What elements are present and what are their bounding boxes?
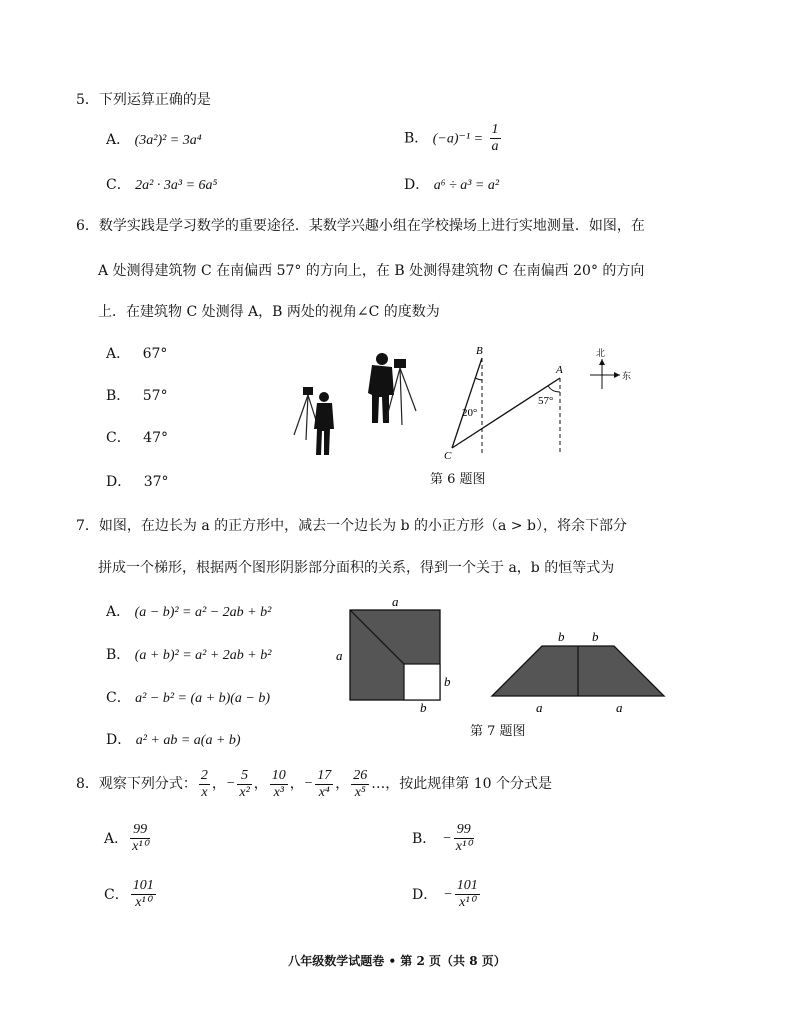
q7-option-b bbox=[106, 645, 271, 666]
page-footer: 八年级数学试题卷 • 第 2 页（共 8 页） bbox=[288, 954, 506, 968]
numerator: 2 bbox=[200, 767, 208, 783]
denominator: x¹⁰ bbox=[459, 895, 476, 910]
q5-option-a bbox=[106, 130, 202, 151]
option-text: a² − b² = (a + b)(a − b) bbox=[135, 691, 271, 706]
square-left-label: a bbox=[336, 648, 343, 663]
q6-option-c bbox=[106, 428, 168, 448]
q6-option-d bbox=[106, 472, 169, 492]
q7-figure bbox=[330, 596, 670, 714]
option-text: 37° bbox=[143, 474, 169, 490]
east-label: 东 bbox=[622, 371, 632, 381]
q7-figure-caption: 第 7 题图 bbox=[470, 724, 526, 739]
numerator: 10 bbox=[271, 767, 286, 783]
q6-stem-line-3: 上．在建筑物 C 处测得 A，B 两处的视角∠C 的度数为 bbox=[98, 304, 440, 320]
option-text: a⁶ ÷ a³ = a² bbox=[433, 178, 500, 193]
option-text: 47° bbox=[143, 430, 168, 446]
trap-bottom-right-label: a bbox=[616, 700, 623, 714]
denominator: x¹⁰ bbox=[135, 895, 152, 910]
label-a: A bbox=[556, 364, 563, 376]
north-label: 北 bbox=[596, 348, 606, 358]
numerator: 101 bbox=[132, 878, 154, 893]
numerator: 99 bbox=[130, 822, 150, 839]
q7-stem-line-1: 7．如图，在边长为 a 的正方形中，减去一个边长为 b 的小正方形（a > b），将余下部分 bbox=[76, 518, 627, 534]
option-label: A． bbox=[106, 604, 131, 620]
small-square bbox=[404, 664, 440, 700]
numerator: 5 bbox=[237, 768, 251, 785]
q8-seq-fraction-3 bbox=[270, 768, 288, 801]
denominator: x¹⁰ bbox=[132, 839, 149, 854]
trap-top-left-label: b bbox=[558, 629, 565, 644]
q8-seq-sign-2: − bbox=[225, 776, 236, 791]
option-fraction bbox=[131, 878, 156, 911]
label-b: B bbox=[476, 345, 483, 357]
option-text: 57° bbox=[142, 388, 168, 404]
option-text: (a − b)² = a² − 2ab + b² bbox=[134, 605, 272, 620]
option-text: a² + ab = a(a + b) bbox=[135, 733, 241, 748]
q6-option-a bbox=[106, 344, 167, 364]
q8-seq-fraction-1 bbox=[199, 768, 210, 801]
option-text: (a + b)² = a² + 2ab + b² bbox=[134, 648, 272, 663]
square-top-label: a bbox=[392, 596, 399, 609]
q5-option-c bbox=[106, 175, 217, 196]
q6-option-b bbox=[106, 386, 168, 406]
option-sign: − bbox=[443, 886, 453, 902]
option-label: A． bbox=[104, 830, 129, 847]
q8-seq-sign-4: − bbox=[303, 776, 314, 791]
option-fraction bbox=[454, 822, 474, 855]
trap-top-right-label: b bbox=[592, 629, 599, 644]
option-label: C． bbox=[106, 177, 131, 193]
q6-stem-line-2: A 处测得建筑物 C 在南偏西 57° 的方向上，在 B 处测得建筑物 C 在南偏西 20° 的方向 bbox=[98, 263, 645, 279]
option-label: C． bbox=[106, 430, 131, 446]
option-label: D． bbox=[404, 177, 430, 193]
denominator: x¹⁰ bbox=[455, 839, 472, 854]
angle-arc-a bbox=[548, 386, 560, 392]
compass-icon bbox=[586, 345, 636, 395]
option-label: A． bbox=[106, 346, 131, 362]
numerator: 1 bbox=[491, 122, 499, 137]
option-label: B． bbox=[106, 647, 131, 663]
option-label: B． bbox=[106, 388, 131, 404]
q7-option-d bbox=[106, 730, 241, 751]
segment-bc bbox=[452, 358, 482, 448]
option-fraction bbox=[455, 878, 480, 911]
option-label: C． bbox=[104, 886, 129, 903]
q5-option-b bbox=[404, 122, 503, 155]
numerator: 101 bbox=[456, 878, 478, 893]
numerator: 26 bbox=[353, 767, 368, 783]
label-angle-a: 57° bbox=[538, 395, 554, 407]
option-text: (−a)⁻¹ = bbox=[432, 131, 484, 147]
q6-figure-caption: 第 6 题图 bbox=[430, 472, 486, 487]
denominator: a bbox=[491, 139, 499, 154]
q8-option-a bbox=[104, 822, 152, 855]
q8-option-b bbox=[412, 822, 476, 855]
fraction bbox=[490, 122, 501, 155]
q8-stem-suffix: …，按此规律第 10 个分式是 bbox=[371, 776, 552, 792]
option-label: A． bbox=[106, 132, 131, 148]
q5-stem: 5．下列运算正确的是 bbox=[76, 92, 211, 108]
denominator: x² bbox=[239, 784, 250, 800]
q7-option-c bbox=[106, 688, 270, 709]
label-angle-b: 20° bbox=[462, 407, 478, 419]
q8-seq-fraction-2 bbox=[237, 768, 251, 801]
label-c: C bbox=[444, 450, 452, 462]
option-sign: − bbox=[442, 830, 452, 846]
q5-option-d bbox=[404, 175, 499, 196]
q8-stem: 8．观察下列分式： $\frac{2}{x}$ ， − $\frac{5}{\text{x²}}$ ， $\frac{10}{\text{x³}}$ ， − $\frac{17}{\text{x⁴}}$ ， $\frac{26}{\text{x⁵}}$ …，按此规律第 10 个分式是 bbox=[76, 767, 552, 800]
option-label: B． bbox=[404, 130, 429, 147]
small-right-label: b bbox=[444, 674, 451, 689]
surveyors-illustration bbox=[290, 345, 430, 460]
q8-stem-prefix: 8．观察下列分式： bbox=[76, 776, 197, 792]
q7-stem-line-2: 拼成一个梯形，根据两个图形阴影部分面积的关系，得到一个关于 a，b 的恒等式为 bbox=[98, 560, 615, 576]
option-fraction bbox=[130, 822, 150, 855]
small-bottom-label: b bbox=[420, 700, 427, 714]
option-text: 2a² · 3a³ = 6a⁵ bbox=[135, 178, 218, 193]
option-text: 67° bbox=[142, 346, 168, 362]
q8-option-c bbox=[104, 878, 158, 911]
denominator: x⁴ bbox=[318, 784, 330, 800]
option-label: D． bbox=[106, 732, 132, 748]
q8-seq-fraction-4 bbox=[315, 768, 333, 801]
angle-arc-b bbox=[475, 378, 482, 380]
denominator: x³ bbox=[273, 784, 284, 800]
option-label: D． bbox=[106, 474, 132, 490]
denominator: x⁵ bbox=[354, 784, 366, 800]
numerator: 99 bbox=[454, 822, 474, 839]
option-label: C． bbox=[106, 690, 131, 706]
q8-seq-fraction-5 bbox=[351, 768, 369, 801]
option-label: B． bbox=[412, 830, 437, 847]
q8-option-d bbox=[412, 878, 482, 911]
q7-option-a bbox=[106, 602, 271, 623]
trap-bottom-left-label: a bbox=[536, 700, 543, 714]
option-text: (3a²)² = 3a⁴ bbox=[134, 133, 202, 148]
denominator: x bbox=[201, 784, 208, 800]
q6-stem-line-1: 6．数学实践是学习数学的重要途径．某数学兴趣小组在学校操场上进行实地测量．如图，在 bbox=[76, 218, 645, 234]
option-label: D． bbox=[412, 886, 438, 903]
numerator: 17 bbox=[317, 767, 332, 783]
